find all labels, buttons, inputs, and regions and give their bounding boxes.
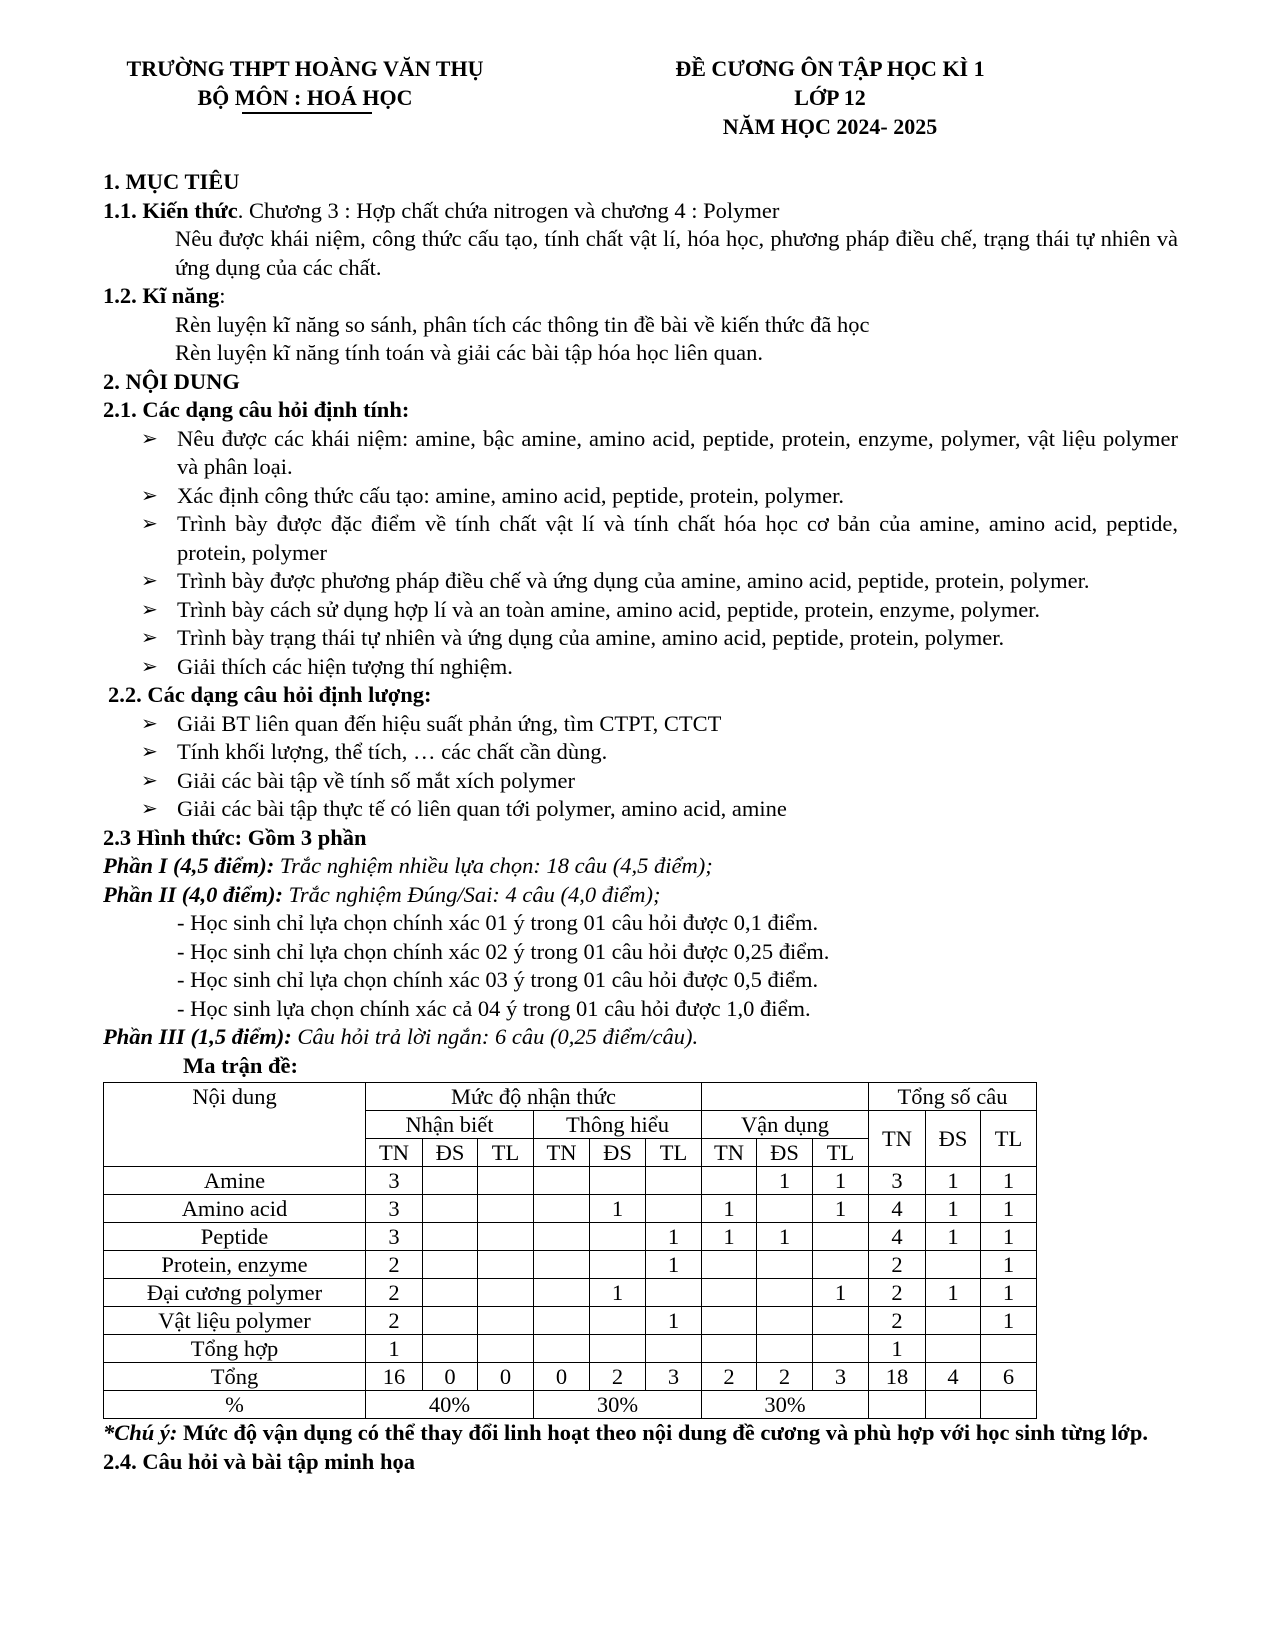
table-row (104, 1279, 1037, 1307)
table-row (104, 1195, 1037, 1223)
table-cell: 1 (926, 1223, 981, 1251)
department-name: BỘ MÔN : HOÁ HỌC (197, 85, 413, 110)
table-cell: 3 (366, 1195, 423, 1223)
table-cell: 3 (646, 1363, 702, 1391)
row-name-cell: Peptide (104, 1223, 366, 1251)
table-cell (757, 1279, 813, 1307)
format-title: 2.3 Hình thức: Gồm 3 phần (103, 824, 367, 850)
table-cell (813, 1251, 869, 1279)
recognition-header: Nhận biết (366, 1111, 534, 1139)
table-cell (423, 1251, 478, 1279)
table-cell (423, 1279, 478, 1307)
arrow-bullet-icon: ➢ (141, 598, 158, 621)
scoring-rule: - Học sinh chỉ lựa chọn chính xác 03 ý trong 01 câu hỏi được 0,5 điểm. (177, 967, 819, 992)
comprehension-percent-cell: 30% (534, 1391, 702, 1419)
outline-header (620, 54, 1040, 141)
table-cell: 2 (869, 1307, 926, 1335)
arrow-bullet-icon: ➢ (141, 712, 158, 735)
list-item: ➢ Giải BT liên quan đến hiệu suất phản ứng, tìm CTPT, CTCT (103, 710, 1178, 739)
table-cell (423, 1167, 478, 1195)
table-cell: 1 (981, 1279, 1037, 1307)
scoring-rule: - Học sinh chỉ lựa chọn chính xác 02 ý trong 01 câu hỏi được 0,25 điểm. (177, 938, 830, 964)
row-name-cell: Tổng (104, 1363, 366, 1391)
tn-header: TN (534, 1139, 590, 1167)
table-row (104, 1335, 1037, 1363)
table-cell: 1 (981, 1307, 1037, 1335)
list-item: ➢ Giải các bài tập thực tế có liên quan tới polymer, amino acid, amine (103, 795, 1178, 824)
skill-item: Rèn luyện kĩ năng so sánh, phân tích các thông tin đề bài về kiến thức đã học (175, 311, 870, 337)
exam-matrix-table (103, 1082, 1037, 1419)
arrow-bullet-icon: ➢ (141, 741, 158, 763)
ds-header: ĐS (590, 1139, 646, 1167)
document-body (103, 168, 1178, 1476)
table-cell (478, 1335, 534, 1363)
list-item: ➢ Trình bày trạng thái tự nhiên và ứng dụng của amine, amino acid, peptide, protein, polymer. (103, 624, 1178, 653)
table-cell: 1 (757, 1223, 813, 1251)
table-cell (534, 1307, 590, 1335)
tn-header: TN (366, 1139, 423, 1167)
table-cell (534, 1223, 590, 1251)
knowledge-description: Nêu được khái niệm, công thức cấu tạo, tính chất vật lí, hóa học, phương pháp điều chế, trạng thái tự nhiên và ứng dụng của các chất. (175, 226, 1178, 280)
table-cell: 1 (926, 1279, 981, 1307)
comprehension-header: Thông hiểu (534, 1111, 702, 1139)
table-cell: 1 (926, 1195, 981, 1223)
table-cell (534, 1167, 590, 1195)
skills-colon: : (219, 283, 226, 308)
table-cell: 2 (366, 1307, 423, 1335)
table-cell (423, 1195, 478, 1223)
table-cell (423, 1335, 478, 1363)
table-cell (646, 1167, 702, 1195)
list-item: ➢ Tính khối lượng, thể tích, … các chất cần dùng. (103, 738, 1178, 767)
list-item: ➢ Trình bày được phương pháp điều chế và ứng dụng của amine, amino acid, peptide, protein, polymer. (103, 567, 1178, 596)
row-name-cell: Protein, enzyme (104, 1251, 366, 1279)
list-item: ➢ Nêu được các khái niệm: amine, bậc amine, amino acid, peptide, protein, enzyme, polymer, vật liệu polymer và phân loại. (141, 425, 1178, 479)
table-row (104, 1307, 1037, 1335)
table-cell (813, 1223, 869, 1251)
table-cell (534, 1251, 590, 1279)
table-cell (590, 1251, 646, 1279)
table-cell: 1 (981, 1223, 1037, 1251)
tn-header: TN (702, 1139, 757, 1167)
table-cell: 6 (981, 1363, 1037, 1391)
knowledge-title: 1.1. Kiến thức (103, 197, 238, 223)
table-cell: 0 (423, 1363, 478, 1391)
quantitative-title: 2.2. Các dạng câu hỏi định lượng: (108, 682, 432, 707)
table-cell (757, 1195, 813, 1223)
matrix-title: Ma trận đề: (183, 1052, 298, 1078)
quantitative-list (103, 710, 1178, 824)
table-cell (926, 1307, 981, 1335)
row-name-cell: Tổng hợp (104, 1335, 366, 1363)
list-item: ➢ Trình bày cách sử dụng hợp lí và an toàn amine, amino acid, peptide, protein, enzyme, polymer. (103, 596, 1178, 625)
row-name-cell: Đại cương polymer (104, 1279, 366, 1307)
cognitive-level-header: Mức độ nhận thức (366, 1083, 702, 1111)
table-cell: 1 (813, 1195, 869, 1223)
table-cell: 1 (590, 1195, 646, 1223)
table-cell (590, 1167, 646, 1195)
part-2-label: Phần II (4,0 điểm): (103, 881, 283, 907)
table-cell (590, 1223, 646, 1251)
total-tl-header: TL (981, 1111, 1037, 1167)
table-cell (534, 1195, 590, 1223)
table-cell: 1 (366, 1335, 423, 1363)
table-cell (757, 1251, 813, 1279)
school-header (90, 54, 520, 112)
table-cell (590, 1307, 646, 1335)
table-cell (423, 1223, 478, 1251)
table-cell (646, 1335, 702, 1363)
outline-title: ĐỀ CƯƠNG ÔN TẬP HỌC KÌ 1 (675, 56, 985, 81)
table-cell: 2 (869, 1251, 926, 1279)
application-percent-cell: 30% (702, 1391, 869, 1419)
table-cell: 2 (869, 1279, 926, 1307)
department-underline (242, 112, 372, 114)
scoring-rule: - Học sinh chỉ lựa chọn chính xác 01 ý trong 01 câu hỏi được 0,1 điểm. (177, 910, 819, 935)
table-cell (702, 1251, 757, 1279)
arrow-bullet-icon: ➢ (141, 570, 158, 592)
percent-label-cell: % (104, 1391, 366, 1419)
table-cell (702, 1279, 757, 1307)
table-cell (478, 1167, 534, 1195)
tl-header: TL (646, 1139, 702, 1167)
ds-header: ĐS (757, 1139, 813, 1167)
table-cell (478, 1223, 534, 1251)
table-cell: 1 (646, 1223, 702, 1251)
scoring-rule: - Học sinh lựa chọn chính xác cả 04 ý trong 01 câu hỏi được 1,0 điểm. (177, 995, 811, 1021)
table-cell (757, 1307, 813, 1335)
part-3-label: Phần III (1,5 điểm): (103, 1024, 292, 1049)
table-cell (478, 1251, 534, 1279)
table-cell: 2 (366, 1279, 423, 1307)
arrow-bullet-icon: ➢ (141, 655, 158, 678)
part-1-line (103, 852, 1178, 881)
list-item: ➢ Giải thích các hiện tượng thí nghiệm. (103, 653, 1178, 682)
table-cell (534, 1335, 590, 1363)
arrow-bullet-icon: ➢ (141, 484, 158, 507)
ds-header: ĐS (423, 1139, 478, 1167)
table-cell: 4 (926, 1363, 981, 1391)
table-cell: 4 (869, 1195, 926, 1223)
table-cell (702, 1307, 757, 1335)
table-cell (590, 1335, 646, 1363)
table-row (104, 1363, 1037, 1391)
table-cell: 1 (981, 1195, 1037, 1223)
grade-label: LỚP 12 (794, 85, 866, 110)
row-name-cell: Amino acid (104, 1195, 366, 1223)
skill-item: Rèn luyện kĩ năng tính toán và giải các bài tập hóa học liên quan. (175, 340, 763, 365)
application-header: Vận dụng (702, 1111, 869, 1139)
table-cell: 1 (702, 1195, 757, 1223)
table-cell: 1 (926, 1167, 981, 1195)
total-tn-header: TN (869, 1111, 926, 1167)
table-cell: 3 (366, 1167, 423, 1195)
empty-total-cell (869, 1391, 926, 1419)
table-cell: 1 (981, 1167, 1037, 1195)
list-item: ➢ Trình bày được đặc điểm về tính chất vật lí và tính chất hóa học cơ bản của amine, amino acid, peptide, protein, polymer (141, 511, 1178, 565)
content-header: Nội dung (104, 1083, 366, 1167)
table-cell (813, 1307, 869, 1335)
table-cell (478, 1279, 534, 1307)
list-item: ➢ Xác định công thức cấu tạo: amine, amino acid, peptide, protein, polymer. (103, 482, 1178, 511)
table-cell: 3 (366, 1223, 423, 1251)
table-cell: 1 (981, 1251, 1037, 1279)
qualitative-list (103, 425, 1178, 682)
arrow-bullet-icon: ➢ (141, 627, 158, 649)
empty-total-cell (926, 1391, 981, 1419)
arrow-bullet-icon: ➢ (141, 427, 158, 450)
table-header-row (104, 1083, 1037, 1111)
empty-total-cell (981, 1391, 1037, 1419)
part-2-text: Trắc nghiệm Đúng/Sai: 4 câu (4,0 điểm); (283, 881, 661, 907)
qualitative-title: 2.1. Các dạng câu hỏi định tính: (103, 397, 410, 422)
note-label: *Chú ý: (103, 1420, 178, 1445)
table-row (104, 1167, 1037, 1195)
table-cell: 1 (646, 1307, 702, 1335)
table-cell (813, 1335, 869, 1363)
school-name: TRƯỜNG THPT HOÀNG VĂN THỤ (126, 56, 484, 81)
tl-header: TL (813, 1139, 869, 1167)
table-cell (757, 1335, 813, 1363)
table-cell: 3 (869, 1167, 926, 1195)
total-questions-header: Tổng số câu (869, 1083, 1037, 1111)
table-cell (478, 1307, 534, 1335)
school-year: NĂM HỌC 2024- 2025 (722, 114, 938, 139)
table-cell (423, 1307, 478, 1335)
list-item: ➢ Giải các bài tập về tính số mắt xích polymer (103, 767, 1178, 796)
table-cell (702, 1335, 757, 1363)
table-cell: 1 (702, 1223, 757, 1251)
skills-title: 1.2. Kĩ năng (103, 283, 220, 308)
percentage-row (104, 1391, 1037, 1419)
section-1-title: 1. MỤC TIÊU (103, 169, 240, 194)
row-name-cell: Amine (104, 1167, 366, 1195)
part-3-text: Câu hỏi trả lời ngắn: 6 câu (0,25 điểm/câu). (291, 1024, 699, 1049)
row-name-cell: Vật liệu polymer (104, 1307, 366, 1335)
table-cell: 1 (869, 1335, 926, 1363)
table-cell: 2 (702, 1363, 757, 1391)
table-cell: 1 (757, 1167, 813, 1195)
section-2-title: 2. NỘI DUNG (103, 368, 240, 394)
table-cell: 1 (590, 1279, 646, 1307)
table-cell (981, 1335, 1037, 1363)
table-cell: 18 (869, 1363, 926, 1391)
part-1-text: Trắc nghiệm nhiều lựa chọn: 18 câu (4,5 điểm); (274, 853, 713, 878)
table-row (104, 1223, 1037, 1251)
part-1-label: Phần I (4,5 điểm): (103, 853, 275, 878)
total-ds-header: ĐS (926, 1111, 981, 1167)
table-cell: 2 (590, 1363, 646, 1391)
part-2-line (103, 881, 1178, 910)
table-cell: 3 (813, 1363, 869, 1391)
table-cell: 1 (813, 1167, 869, 1195)
table-row (104, 1251, 1037, 1279)
table-cell (926, 1335, 981, 1363)
note-text: Mức độ vận dụng có thể thay đổi linh hoạt theo nội dung đề cương và phù hợp với học sinh từng lớp. (177, 1420, 1148, 1445)
table-cell: 4 (869, 1223, 926, 1251)
note-line (103, 1419, 1178, 1448)
table-cell: 0 (534, 1363, 590, 1391)
table-cell: 16 (366, 1363, 423, 1391)
table-cell (478, 1195, 534, 1223)
arrow-bullet-icon: ➢ (141, 798, 158, 820)
table-cell (534, 1279, 590, 1307)
knowledge-line (103, 197, 1178, 226)
table-cell: 1 (813, 1279, 869, 1307)
table-cell (702, 1167, 757, 1195)
table-cell (646, 1279, 702, 1307)
table-cell (646, 1195, 702, 1223)
recognition-percent-cell: 40% (366, 1391, 534, 1419)
table-cell: 2 (757, 1363, 813, 1391)
blank-header-cell (702, 1083, 869, 1111)
table-cell: 2 (366, 1251, 423, 1279)
illustration-title: 2.4. Câu hỏi và bài tập minh họa (103, 1448, 415, 1474)
tl-header: TL (478, 1139, 534, 1167)
arrow-bullet-icon: ➢ (141, 513, 158, 535)
arrow-bullet-icon: ➢ (141, 769, 158, 792)
skills-line (103, 282, 1178, 311)
table-cell: 1 (646, 1251, 702, 1279)
table-cell: 0 (478, 1363, 534, 1391)
table-cell (926, 1251, 981, 1279)
knowledge-text: . Chương 3 : Hợp chất chứa nitrogen và chương 4 : Polymer (237, 197, 780, 223)
part-3-line (103, 1023, 1178, 1052)
